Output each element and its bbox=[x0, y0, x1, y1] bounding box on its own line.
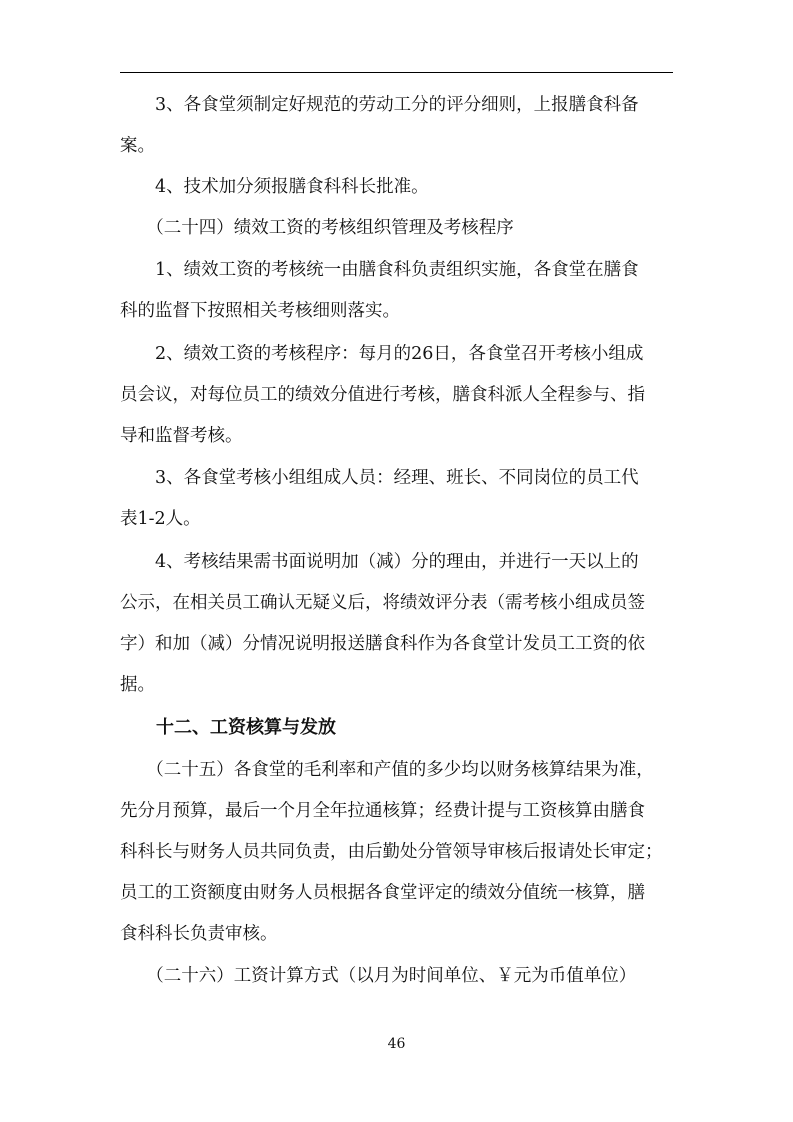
paragraph-assessment-organization bbox=[120, 250, 680, 332]
text-line: 据。 bbox=[120, 675, 155, 695]
text-line: 员会议，对每位员工的绩效分值进行考核，膳食科派人全程参与、指 bbox=[120, 385, 645, 405]
text-line: 科的监督下按照相关考核细则落实。 bbox=[120, 301, 400, 321]
text-line: 案。 bbox=[120, 136, 155, 156]
section-heading-26 bbox=[120, 956, 680, 997]
paragraph-scoring-rules bbox=[120, 85, 680, 167]
text-line: （二十六）工资计算方式（以月为时间单位、￥元为币值单位） bbox=[120, 966, 637, 986]
text-line: （二十五）各食堂的毛利率和产值的多少均以财务核算结果为准， bbox=[120, 760, 654, 780]
text-line: 字）和加（减）分情况说明报送膳食科作为各食堂计发员工工资的依 bbox=[120, 634, 645, 654]
text-line: 3、各食堂考核小组组成人员：经理、班长、不同岗位的员工代 bbox=[120, 468, 639, 488]
header-rule bbox=[120, 72, 673, 73]
text-line: 4、技术加分须报膳食科科长批准。 bbox=[120, 177, 429, 197]
text-line: 导和监督考核。 bbox=[120, 426, 243, 446]
paragraph-assessment-procedure bbox=[120, 334, 680, 457]
paragraph-technical-bonus bbox=[120, 167, 680, 208]
heading-text: 十二、工资核算与发放 bbox=[120, 717, 336, 738]
text-line: 4、考核结果需书面说明加（减）分的理由，并进行一天以上的 bbox=[120, 552, 639, 572]
paragraph-assessment-results bbox=[120, 542, 680, 706]
text-line: 先分月预算，最后一个月全年拉通核算；经费计提与工资核算由膳食 bbox=[120, 801, 645, 821]
text-line: 员工的工资额度由财务人员根据各食堂评定的绩效分值统一核算，膳 bbox=[120, 883, 645, 903]
text-line: 2、绩效工资的考核程序：每月的26日，各食堂召开考核小组成 bbox=[120, 344, 644, 364]
text-line: 科科长与财务人员共同负责，由后勤处分管领导审核后报请处长审定； bbox=[120, 842, 663, 862]
paragraph-payroll-calculation bbox=[120, 750, 680, 955]
page-number: 46 bbox=[387, 1036, 406, 1052]
text-line: 3、各食堂须制定好规范的劳动工分的评分细则，上报膳食科备 bbox=[120, 95, 639, 115]
paragraph-assessment-team bbox=[120, 458, 680, 540]
section-heading-24 bbox=[120, 208, 680, 249]
text-line: 公示，在相关员工确认无疑义后，将绩效评分表（需考核小组成员签 bbox=[120, 593, 645, 613]
section-heading-12 bbox=[120, 707, 680, 748]
text-line: （二十四）绩效工资的考核组织管理及考核程序 bbox=[120, 218, 514, 238]
text-line: 表1-2人。 bbox=[120, 509, 201, 529]
text-line: 1、绩效工资的考核统一由膳食科负责组织实施，各食堂在膳食 bbox=[120, 260, 639, 280]
text-line: 食科科长负责审核。 bbox=[120, 924, 278, 944]
